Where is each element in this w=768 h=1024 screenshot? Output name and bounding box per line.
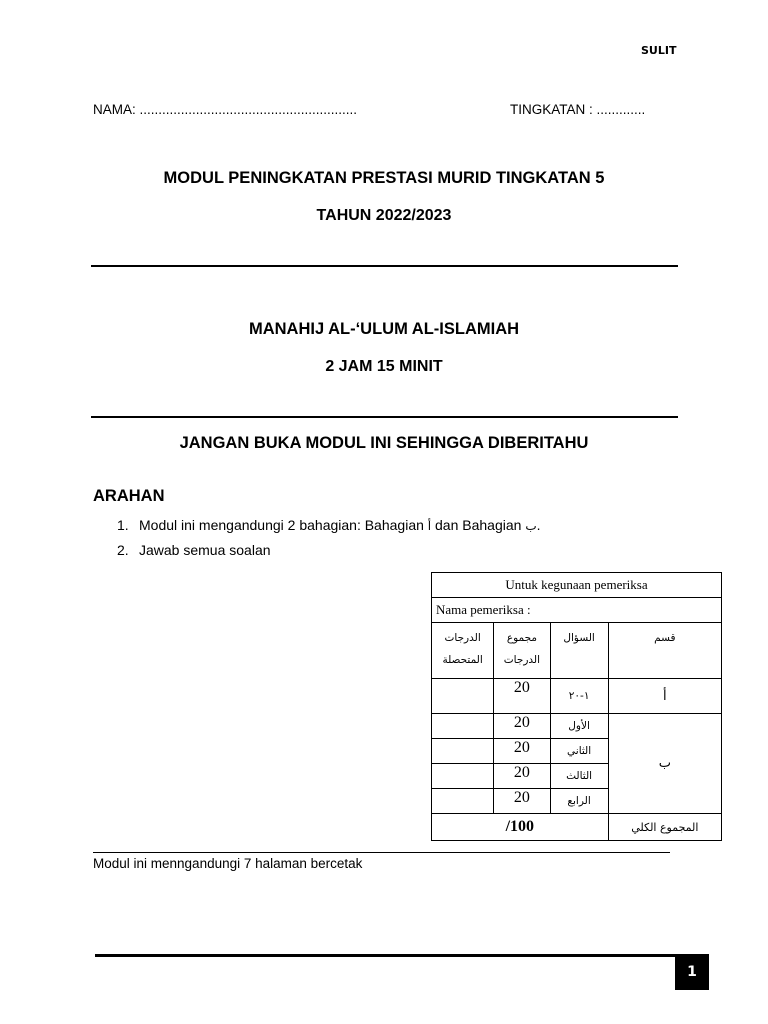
examiner-table [431,572,722,841]
page-number: 1 [675,954,709,990]
total-label: المجموع الكلي [608,814,721,841]
header-marks-obtained [432,623,494,679]
max-marks-cell: 20 [494,679,550,714]
student-form-field: TINGKATAN : ............. [510,102,646,117]
max-marks-cell: 20 [494,764,550,789]
header-marks-obtained-line1: الدرجات [444,632,481,644]
section-a-letter: أ [427,519,432,533]
marks-obtained-cell [432,714,494,739]
marks-obtained-cell [432,679,494,714]
max-marks-cell: 20 [494,714,550,739]
question-cell: الثاني [550,739,608,764]
examiner-table-title: Untuk kegunaan pemeriksa [432,573,722,598]
instruction-number: 2. [117,542,129,558]
instruction-text-part: dan Bahagian [431,517,526,533]
instruction-item-2 [117,542,271,558]
bottom-bar [95,954,709,957]
classification-label: SULIT [641,44,677,57]
section-a-cell: أ [608,679,721,714]
section-b-letter: ب [525,519,537,533]
student-name-field: NAMA: .......................................................... [93,102,358,117]
module-year: TAHUN 2022/2023 [316,207,452,224]
question-cell: ١-٢٠ [550,679,608,714]
footer-divider [93,852,670,853]
instruction-number: 1. [117,517,129,533]
question-cell: الرابع [550,789,608,814]
instruction-text: Jawab semua soalan [139,542,271,558]
divider-bottom [91,416,678,418]
header-total-marks-line1: مجموع [506,632,537,644]
question-cell: الثالث [550,764,608,789]
exam-duration: 2 JAM 15 MINIT [325,358,443,375]
page-count-note: Modul ini menngandungi 7 halaman bercetak [93,856,363,871]
marks-obtained-cell [432,739,494,764]
instruction-text-part: Modul ini mengandungi 2 bahagian: Bahagian [139,517,428,533]
max-marks-cell: 20 [494,739,550,764]
subject-title: MANAHIJ AL-‘ULUM AL-ISLAMIAH [248,320,520,338]
question-cell: الأول [550,714,608,739]
module-title: MODUL PENINGKATAN PRESTASI MURID TINGKATAN 5 [163,169,605,187]
marks-obtained-cell [432,764,494,789]
total-score: /100 [432,814,609,841]
header-section: قسم [608,623,721,679]
marks-obtained-cell [432,789,494,814]
instruction-item-1 [117,517,541,533]
header-total-marks [494,623,550,679]
section-b-cell: ب [608,714,721,814]
warning-text: JANGAN BUKA MODUL INI SEHINGGA DIBERITAHU [179,434,589,452]
header-question: السؤال [550,623,608,679]
divider-top [91,265,678,267]
header-marks-obtained-line2: المتحصلة [442,654,483,666]
header-total-marks-line2: الدرجات [503,654,541,666]
instruction-text-part: . [536,517,541,533]
examiner-name-label: Nama pemeriksa : [432,598,722,623]
max-marks-cell: 20 [494,789,550,814]
instructions-heading: ARAHAN [93,487,165,505]
